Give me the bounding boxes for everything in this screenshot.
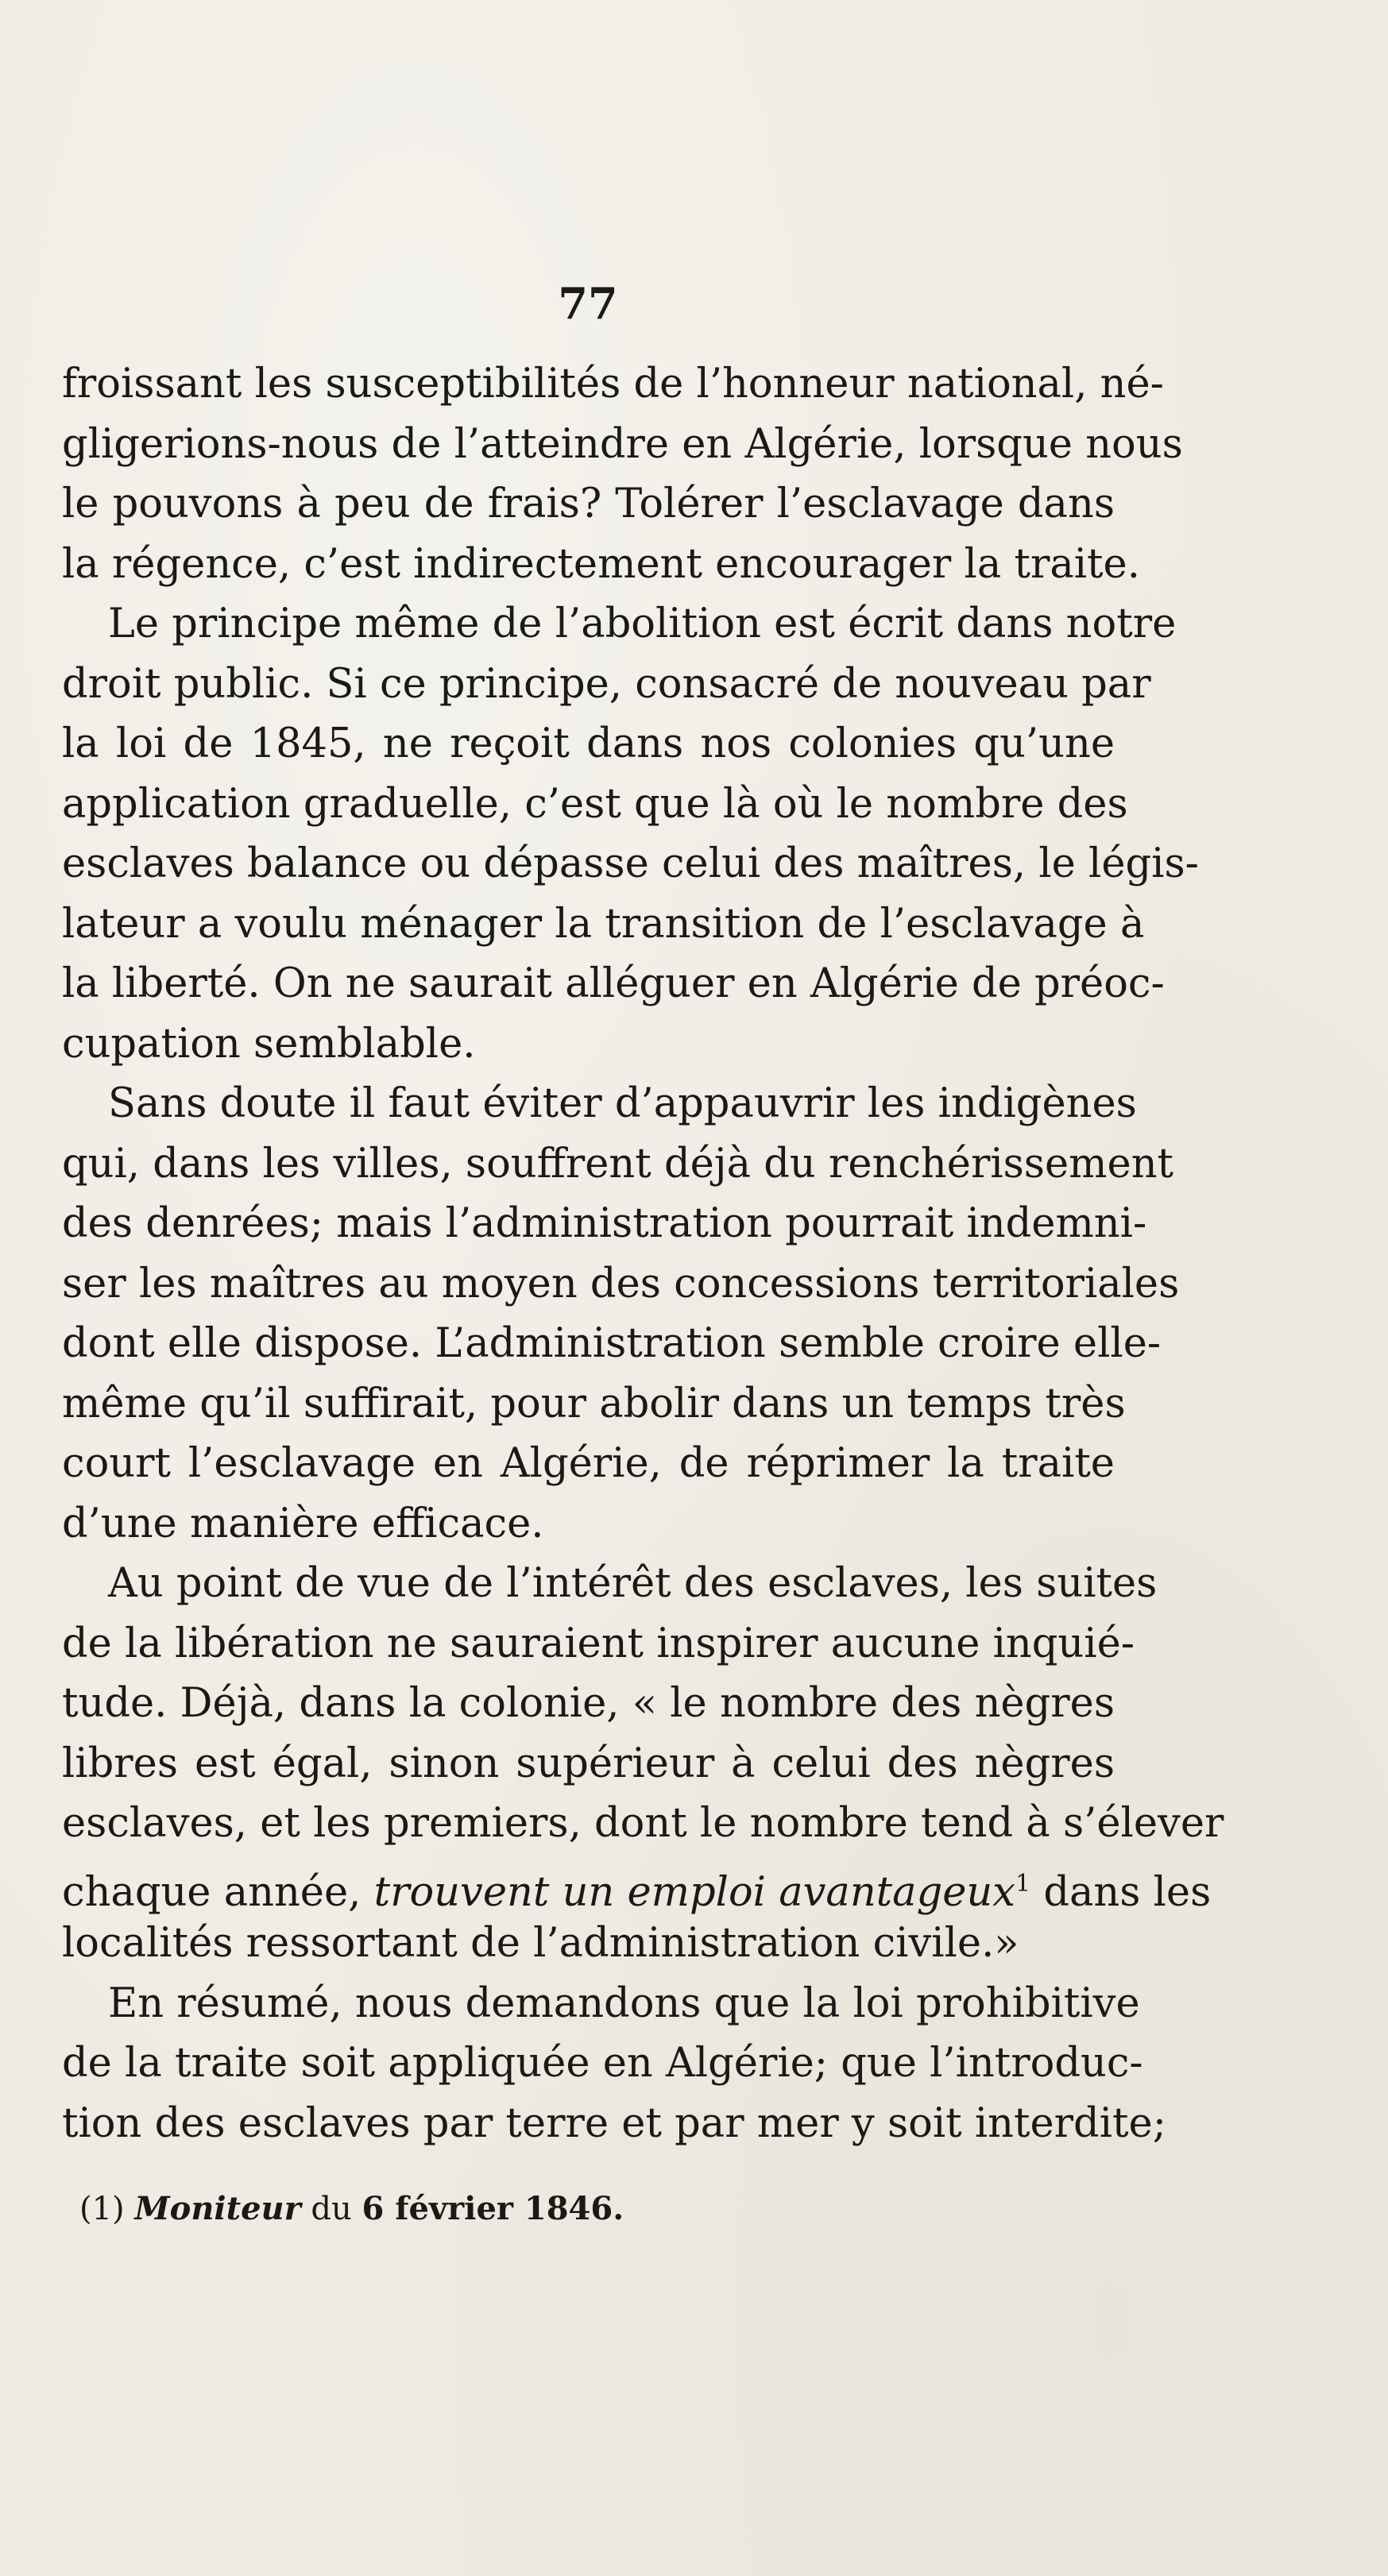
text-line: lateur a voulu ménager la transition de l’esclavage à [62, 900, 1145, 948]
text-line: court l’esclavage en Algérie, de réprimer la traite [62, 1440, 1115, 1487]
footnote-ref: 1 [1015, 1869, 1031, 1898]
text-line: libres est égal, sinon supérieur à celui des nègres [62, 1740, 1115, 1787]
text-line: le pouvons à peu de frais? Tolérer l’esclavage dans [62, 481, 1115, 527]
footnote-date: 6 février 1846. [361, 2190, 624, 2227]
text-line: tion des esclaves par terre et par mer y soit interdite; [62, 2099, 1166, 2147]
text-line: la loi de 1845, ne reçoit dans nos colonies qu’une [62, 720, 1115, 767]
text-line: Au point de vue de l’intérêt des esclaves, les suites [108, 1560, 1158, 1607]
text-line: de la traite soit appliquée en Algérie; que l’introduc- [62, 2040, 1143, 2087]
text-line: esclaves, et les premiers, dont le nombre tend à s’élever [62, 1800, 1224, 1847]
text-line: localités ressortant de l’administration civile.» [62, 1920, 1019, 1967]
text-line: la régence, c’est indirectement encourager la traite. [62, 540, 1140, 588]
text-line: tude. Déjà, dans la colonie, « le nombre des nègres [62, 1680, 1115, 1727]
line-start: chaque année, [62, 1868, 374, 1916]
text-line: Sans doute il faut éviter d’appauvrir les indigènes [108, 1080, 1137, 1127]
text-line: la liberté. On ne saurait alléguer en Algérie de préoc- [62, 960, 1165, 1007]
footnote-source: Moniteur [134, 2190, 301, 2227]
footnote-row [79, 2190, 624, 2227]
footnote-text-mid: du [300, 2191, 362, 2227]
line-end: dans les [1030, 1868, 1212, 1916]
text-line: esclaves balance ou dépasse celui des maîtres, le légis- [62, 840, 1199, 887]
text-line: ser les maîtres au moyen des concessions territoriales [62, 1260, 1180, 1307]
page-number: 77 [558, 278, 618, 329]
text-line: Le principe même de l’abolition est écrit dans notre [108, 601, 1177, 647]
text-line: qui, dans les villes, souffrent déjà du renchérissement [62, 1140, 1174, 1188]
text-line: dont elle dispose. L’administration semble croire elle- [62, 1320, 1162, 1367]
quoted-italic-phrase: trouvent un emploi avantageux [373, 1868, 1016, 1916]
text-line: droit public. Si ce principe, consacré de nouveau par [62, 660, 1151, 708]
text-line: cupation semblable. [62, 1020, 476, 1068]
footnote-marker: (1) [79, 2191, 125, 2227]
text-line: application graduelle, c’est que là où le nombre des [62, 780, 1128, 828]
text-line: froissant les susceptibilités de l’honneur national, né- [62, 361, 1164, 407]
text-line: En résumé, nous demandons que la loi prohibitive [108, 1979, 1140, 2027]
text-line: d’une manière efficace. [62, 1500, 544, 1547]
body-text [62, 354, 1224, 2153]
text-line: gligerions-nous de l’atteindre en Algérie, lorsque nous [62, 420, 1183, 468]
text-line: même qu’il suffirait, pour abolir dans un temps très [62, 1380, 1126, 1427]
text-line [62, 1854, 1212, 1916]
text-line: des denrées; mais l’administration pourrait indemni- [62, 1200, 1147, 1247]
text-line: de la libération ne sauraient inspirer aucune inquié- [62, 1620, 1135, 1667]
